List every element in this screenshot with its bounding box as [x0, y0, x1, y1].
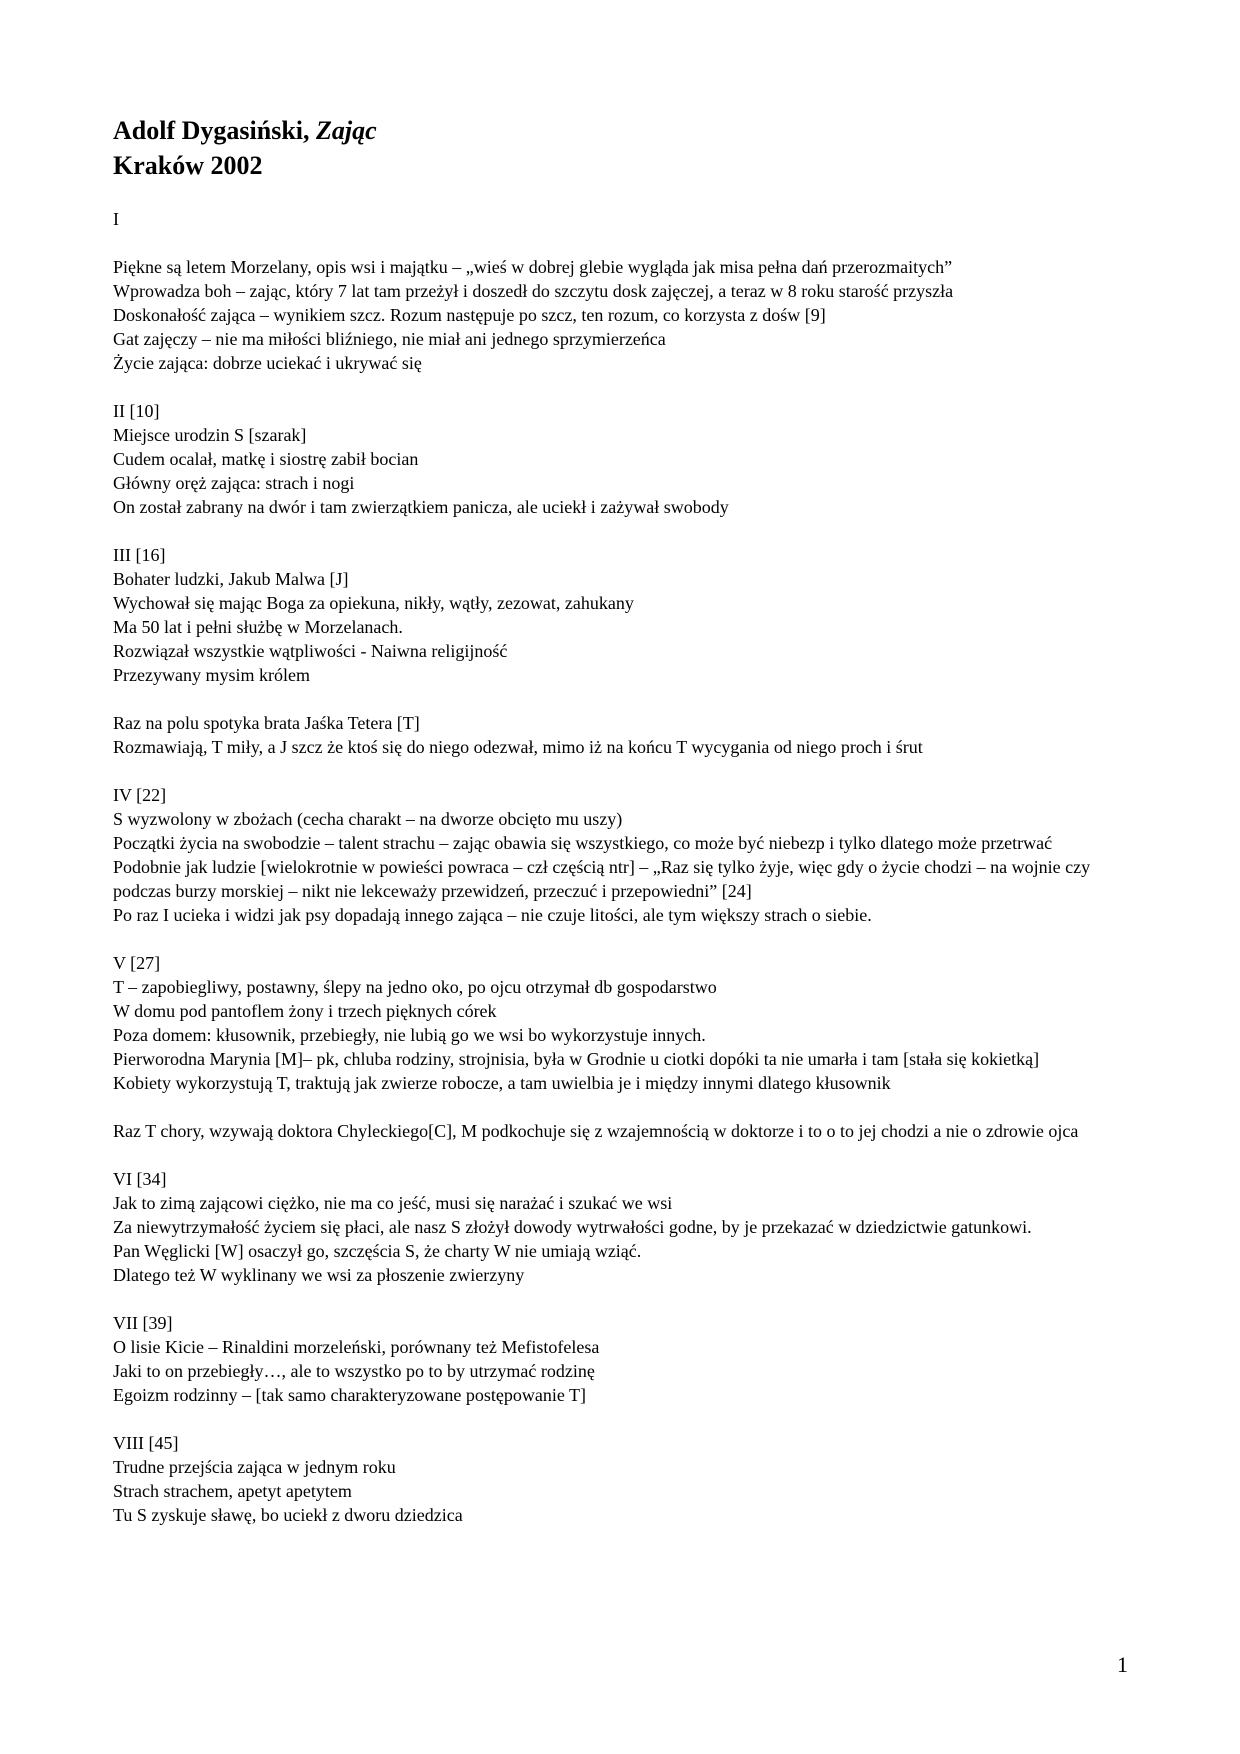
note-line: Raz na polu spotyka brata Jaśka Tetera [T] [113, 713, 420, 733]
page-number: 1 [1117, 1652, 1128, 1677]
note-line: Piękne są letem Morzelany, opis wsi i majątku – „wieś w dobrej glebie wygląda jak misa pełna dań przerozmaitych” [113, 257, 953, 277]
note-section [113, 711, 1133, 759]
note-line: T – zapobiegliwy, postawny, ślepy na jedno oko, po ojcu otrzymał db gospodarstwo [113, 977, 717, 997]
note-section [113, 783, 1133, 927]
note-line: Gat zajęczy – nie ma miłości bliźniego, nie miał ani jednego sprzymierzeńca [113, 329, 666, 349]
note-line: Egoizm rodzinny – [tak samo charakteryzowane postępowanie T] [113, 1385, 587, 1405]
chapter-heading: II [10] [113, 401, 160, 421]
note-line: W domu pod pantoflem żony i trzech pięknych córek [113, 1001, 497, 1021]
document-title [113, 113, 1133, 148]
note-line: Wychował się mając Boga za opiekuna, nikły, wątły, zezowat, zahukany [113, 593, 634, 613]
notes-body [113, 207, 1133, 1527]
note-line: Główny oręż zająca: strach i nogi [113, 473, 355, 493]
note-section [113, 1311, 1133, 1407]
note-line: Raz T chory, wzywają doktora Chyleckiego[C], M podkochuje się z wzajemnością w doktorze i to o to jej chodzi a nie o zdrowie ojca [113, 1121, 1079, 1141]
note-line: Strach strachem, apetyt apetytem [113, 1481, 352, 1501]
note-line: Po raz I ucieka i widzi jak psy dopadają innego zająca – nie czuje litości, ale tym większy strach o siebie. [113, 905, 872, 925]
note-line: S wyzwolony w zbożach (cecha charakt – na dworze obcięto mu uszy) [113, 809, 623, 829]
chapter-heading: I [113, 209, 119, 229]
note-line: Miejsce urodzin S [szarak] [113, 425, 307, 445]
chapter-heading: III [16] [113, 545, 166, 565]
title-work: Zając [316, 116, 377, 145]
note-line: Poza domem: kłusownik, przebiegły, nie lubią go we wsi bo wykorzystuje innych. [113, 1025, 706, 1045]
note-line: Jak to zimą zającowi ciężko, nie ma co jeść, musi się narażać i szukać we wsi [113, 1193, 673, 1213]
note-line: Pierworodna Marynia [M]– pk, chluba rodziny, strojnisia, była w Grodnie u ciotki dopóki ta nie umarła i tam [stała się kokietką] [113, 1049, 1040, 1069]
note-line: Cudem ocalał, matkę i siostrę zabił bocian [113, 449, 419, 469]
chapter-heading: VI [34] [113, 1169, 167, 1189]
note-line: Tu S zyskuje sławę, bo uciekł z dworu dziedzica [113, 1505, 463, 1525]
document-page [113, 113, 1133, 1551]
note-section [113, 1119, 1133, 1143]
note-section [113, 543, 1133, 687]
note-line: Kobiety wykorzystują T, traktują jak zwierze robocze, a tam uwielbia je i między innymi dlatego kłusownik [113, 1073, 891, 1093]
note-section [113, 951, 1133, 1095]
note-line: Przezywany mysim królem [113, 665, 310, 685]
title-author: Adolf Dygasiński, [113, 116, 316, 145]
note-line: Początki życia na swobodzie – talent strachu – zając obawia się wszystkiego, co może być niebezp i tylko dlatego może przetrwać [113, 833, 1053, 853]
note-line: Ma 50 lat i pełni służbę w Morzelanach. [113, 617, 403, 637]
note-line: O lisie Kicie – Rinaldini morzeleński, porównany też Mefistofelesa [113, 1337, 600, 1357]
note-section [113, 207, 1133, 231]
note-line: Za niewytrzymałość życiem się płaci, ale nasz S złożył dowody wytrwałości godne, by je przekazać w dziedzictwie gatunkowi. [113, 1217, 1032, 1237]
note-section [113, 1431, 1133, 1527]
document-subtitle: Kraków 2002 [113, 151, 263, 180]
note-line: Pan Węglicki [W] osaczył go, szczęścia S, że charty W nie umiają wziąć. [113, 1241, 642, 1261]
note-line: On został zabrany na dwór i tam zwierzątkiem panicza, ale uciekł i zażywał swobody [113, 497, 729, 517]
note-section [113, 255, 1133, 375]
note-line: Jaki to on przebiegły…, ale to wszystko po to by utrzymać rodzinę [113, 1361, 595, 1381]
note-line: Doskonałość zająca – wynikiem szcz. Rozum następuje po szcz, ten rozum, co korzysta z dośw [9] [113, 305, 826, 325]
note-line: Rozwiązał wszystkie wątpliwości - Naiwna religijność [113, 641, 508, 661]
note-line: Wprowadza boh – zając, który 7 lat tam przeżył i doszedł do szczytu dosk zajęczej, a teraz w 8 roku starość przyszła [113, 281, 954, 301]
note-section [113, 1167, 1133, 1287]
note-section [113, 399, 1133, 519]
note-line: Życie zająca: dobrze uciekać i ukrywać się [113, 353, 422, 373]
chapter-heading: VIII [45] [113, 1433, 179, 1453]
note-line: Rozmawiają, T miły, a J szcz że ktoś się do niego odezwał, mimo iż na końcu T wycygania od niego proch i śrut [113, 737, 923, 757]
note-line: Dlatego też W wyklinany we wsi za płoszenie zwierzyny [113, 1265, 525, 1285]
chapter-heading: IV [22] [113, 785, 167, 805]
note-line: Bohater ludzki, Jakub Malwa [J] [113, 569, 349, 589]
chapter-heading: VII [39] [113, 1313, 173, 1333]
note-line: Trudne przejścia zająca w jednym roku [113, 1457, 396, 1477]
note-line: Podobnie jak ludzie [wielokrotnie w powieści powraca – czł częścią ntr] – „Raz się tylko żyje, więc gdy o życie chodzi – na wojnie czy podczas burzy morskiej – nikt nie lekceważy przewidzeń, przeczuć i przepowiedni” [24] [113, 857, 1091, 901]
chapter-heading: V [27] [113, 953, 161, 973]
